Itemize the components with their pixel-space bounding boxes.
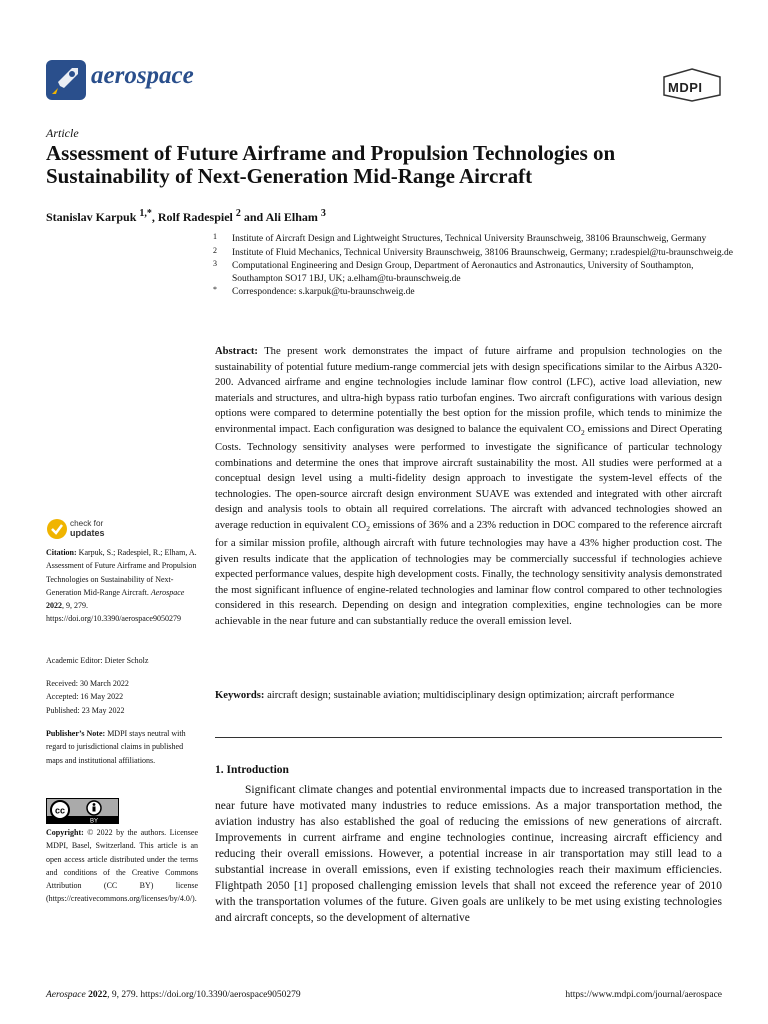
citation-block: [46, 546, 198, 626]
author-1-affil: 1,*: [139, 208, 152, 219]
copyright-text: © 2022 by the authors. Licensee MDPI, Basel, Switzerland. This article is an open access article distributed under the terms and conditions of the Creative Commons Attribution (CC BY) license (https://creativecommons.org/licenses/by/4.0/).: [46, 828, 199, 904]
keywords-text: aircraft design; sustainable aviation; multidisciplinary design optimization; aircraft performance: [267, 690, 675, 701]
correspondence: [213, 286, 733, 299]
affiliation-3: [213, 260, 733, 285]
section-heading: 1. Introduction: [215, 764, 289, 776]
aerospace-rocket-logo-icon: [46, 60, 86, 100]
article-title: Assessment of Future Airframe and Propulsion Technologies on Sustainability of Next-Generation Mid-Range Aircraft: [46, 141, 616, 188]
citation-year: 2022: [46, 601, 62, 611]
authors-line: Stanislav Karpuk $^{1,*}$, Rolf Radespiel $^2$ and Ali Elham $^3$: [46, 208, 326, 224]
academic-editor: Academic Editor: Dieter Scholz: [46, 656, 149, 665]
check-line-1: check for: [70, 519, 104, 528]
subscript: 2: [580, 427, 585, 437]
authors-and: and: [243, 210, 264, 224]
intro-paragraph: [215, 782, 722, 926]
author-2[interactable]: Rolf Radespiel: [157, 210, 233, 224]
abstract: [215, 344, 722, 629]
abstract-text: emissions of 36% and a 23% reduction in DOC compared to the reference aircraft for a similar mission profile, although aircraft with future technologies may have a 43% higher production cost. The given results indicate that the application of technologies may be commercially successful if technologies achieve expected performance values, despite high development costs. Finally, the technology sensitivity analysis demonstrated the most significant influence of engine-related technologies and laminar flow control compared to other technologies considered in this research. Depending on design and integration complexities, engine technologies can be more achievable in the near future and can substantially reduce the overall emission level.: [215, 519, 723, 627]
accepted-date: Accepted: 16 May 2022: [46, 692, 124, 702]
affiliation-mark: 2: [213, 245, 217, 255]
copyright-label: Copyright:: [46, 828, 84, 837]
footer-journal: Aerospace: [46, 990, 86, 1000]
check-updates-icon: [46, 518, 68, 540]
abstract-text: The present work demonstrates the impact of future airframe and propulsion technologies on the sustainability of potential future medium-range commercial jets with design specifications similar to the Airbus A320-200. Advanced airframe and engine technologies include laminar flow control (LFC), active load alleviation, new materials and structures, and ultra-high bypass ratio turbofan engines. Two aircraft configurations with various design options were compared to determine potentially the best option for the mission profile, which tends to minimize the environmental impact. Each configuration was designed to balance the equivalent CO: [215, 346, 722, 435]
citation-journal: Aerospace: [150, 587, 185, 597]
cc-by-text: BY: [89, 818, 99, 824]
mdpi-logo-text: MDPI: [668, 80, 703, 95]
author-2-affil: 2: [235, 208, 241, 219]
abstract-text: emissions and Direct Operating Costs. Technology sensitivity analyses were performed to investigate the significance of particular technology combinations and determine the ones that improve aircraft sustainability the most. All studies were performed at a conceptual design level using a multi-fidelity design approach to investigate the system-level effects of the technologies. The open-source aircraft design environment SUAVE was extended and integrated with other aircraft design and analysis tools to obtain all required correlations. The aircraft with advanced technologies showed an average reduction in equivalent CO: [215, 423, 722, 531]
publisher-note: [46, 727, 198, 767]
affiliation-mark: 1: [213, 232, 217, 241]
keywords: [215, 688, 722, 704]
reference-link[interactable]: 1: [297, 880, 304, 892]
citation-label: Citation:: [46, 548, 77, 557]
footer-journal-url[interactable]: https://www.mdpi.com/journal/aerospace: [565, 990, 722, 1000]
check-for-updates-badge[interactable]: [46, 516, 126, 542]
intro-text: Significant climate changes and potential environmental impacts due to increased transportation in the near future have motivated many industries to reduce emissions. As a major transportation method, the aviation industry has also established the goal of reducing the emissions of new generations of aircraft. Improvements in current airframe and engine technologies continue, increasing aircraft efficiency and reducing their overall emissions. However, a potential increase in air transportation may still lead to a substantial increase in overall emissions, even if existing technologies reach their maximum efficiencies. Flightpath 2050 [: [215, 784, 722, 892]
footer-doi[interactable]: , 9, 279. https://doi.org/10.3390/aerospace9050279: [107, 990, 301, 1000]
affiliation-mark: 3: [213, 259, 217, 268]
intro-text: ] proposed challenging emission levels that shall not exceed the reference year of 2010 with the transportation volumes of the future. Given goals are unlikely to be met using existing technologies and aircraft concepts, so the development of alternative: [215, 880, 722, 924]
dates-block: [46, 677, 198, 717]
affiliation-2: [213, 247, 733, 260]
article-type: Article: [46, 126, 79, 140]
affiliation-text: Correspondence: s.karpuk@tu-braunschweig.de: [232, 287, 415, 297]
citation-text: Karpuk, S.; Radespiel, R.; Elham, A. Assessment of Future Airframe and Propulsion Technologies on Sustainability of Next-Generation Mid-Range Aircraft.: [46, 548, 197, 597]
author-1[interactable]: Stanislav Karpuk: [46, 210, 137, 224]
affiliations: [213, 233, 733, 300]
affiliation-text: Computational Engineering and Design Group, Department of Aeronautics and Astronautics, University of Southampton, Southampton SO17 1BJ, UK; a.elham@tu-braunschweig.de: [232, 261, 694, 284]
affiliation-1: [213, 233, 733, 246]
publisher-note-text: MDPI stays neutral with regard to jurisdictional claims in published maps and institutional affiliations.: [46, 729, 186, 765]
keywords-label: Keywords:: [215, 690, 265, 701]
citation-doi[interactable]: , 9, 279. https://doi.org/10.3390/aerospace9050279: [46, 601, 181, 624]
affiliation-text: Institute of Fluid Mechanics, Technical University Braunschweig, 38106 Braunschweig, Germany; r.radespiel@tu-braunschweig.de: [232, 247, 733, 258]
author-3-affil: 3: [320, 208, 326, 219]
author-3[interactable]: Ali Elham: [265, 210, 318, 224]
mdpi-logo: [662, 68, 722, 102]
journal-name: aerospace: [91, 62, 194, 89]
subscript: 2: [366, 523, 370, 533]
abstract-label: Abstract:: [215, 346, 258, 357]
check-for-updates-text: [70, 519, 105, 538]
footer-citation: [46, 990, 301, 1000]
section-divider: [215, 737, 722, 738]
affiliation-text: Institute of Aircraft Design and Lightweight Structures, Technical University Braunschweig, 38106 Braunschweig, Germany: [232, 234, 707, 244]
published-date: Published: 23 May 2022: [46, 705, 125, 715]
cc-by-license-icon[interactable]: [46, 798, 119, 824]
affiliation-mark: *: [213, 285, 217, 294]
copyright-block: [46, 826, 198, 906]
check-line-2: updates: [70, 527, 105, 538]
received-date: Received: 30 March 2022: [46, 679, 129, 688]
cc-text: cc: [54, 805, 66, 816]
publisher-note-label: Publisher’s Note:: [46, 729, 106, 738]
footer-year: 2022: [88, 990, 108, 1000]
